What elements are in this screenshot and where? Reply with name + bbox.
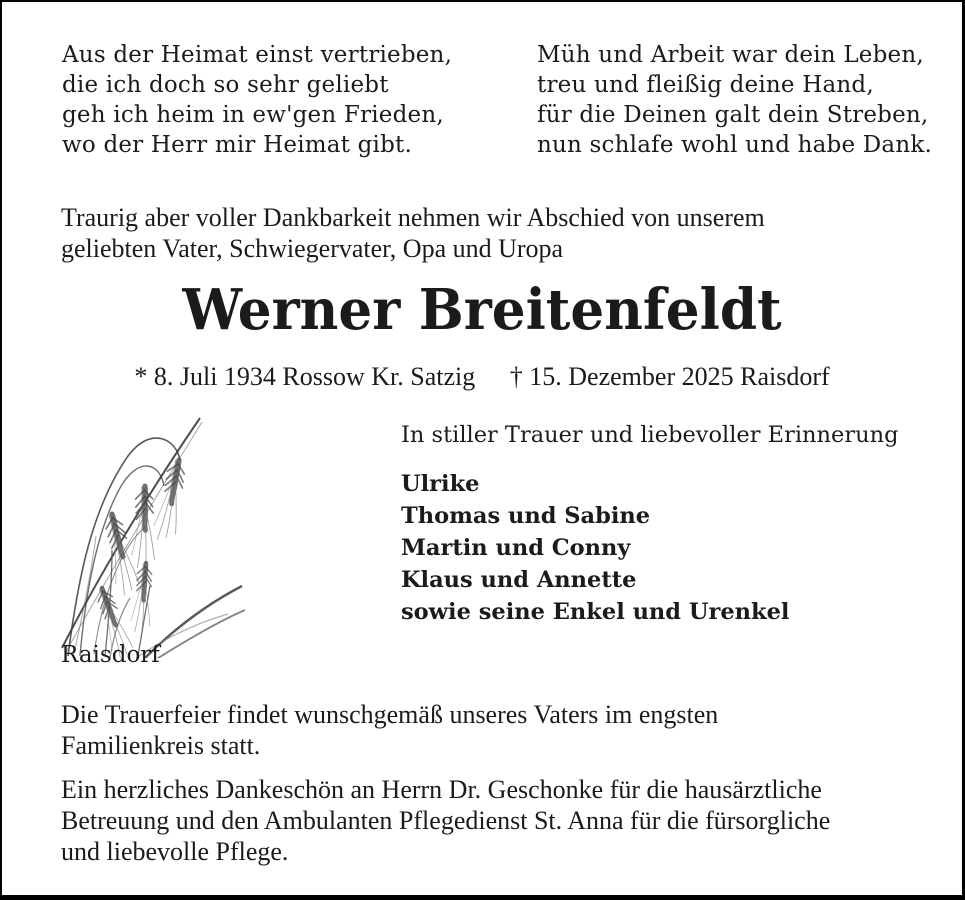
- announcement-line: geliebten Vater, Schwiegervater, Opa und Uropa: [61, 234, 564, 263]
- poem-left-line: geh ich heim in ew'gen Frieden,: [62, 102, 444, 128]
- wheat-sketch-illustration: [50, 408, 245, 658]
- birth-date: * 8. Juli 1934 Rossow Kr. Satzig: [134, 362, 476, 391]
- mourner-name: Thomas und Sabine: [401, 503, 651, 529]
- funeral-note-line: Die Trauerfeier findet wunschgemäß unseres Vaters im engsten: [61, 700, 719, 729]
- thanks-note: [61, 774, 830, 867]
- thanks-note-line: Betreuung und den Ambulanten Pflegedienst St. Anna für die fürsorgliche: [61, 806, 831, 835]
- funeral-note: [61, 699, 718, 761]
- place-name: Raisdorf: [61, 642, 160, 668]
- mourning-intro: In stiller Trauer und liebevoller Erinnerung: [401, 422, 899, 448]
- poem-left: [62, 40, 452, 160]
- poem-left-line: die ich doch so sehr geliebt: [62, 72, 389, 98]
- poem-right-line: nun schlafe wohl und habe Dank.: [537, 132, 933, 158]
- poem-right: [537, 40, 932, 160]
- mourner-name: sowie seine Enkel und Urenkel: [401, 599, 790, 625]
- mourner-name: Martin und Conny: [401, 535, 631, 561]
- thanks-note-line: und liebevolle Pflege.: [61, 837, 289, 866]
- poem-left-line: Aus der Heimat einst vertrieben,: [62, 42, 453, 68]
- announcement-text: [61, 202, 765, 264]
- poem-left-line: wo der Herr mir Heimat gibt.: [62, 132, 412, 158]
- mourner-name: Klaus und Annette: [401, 567, 637, 593]
- mourner-name: Ulrike: [401, 471, 480, 497]
- poem-right-line: treu und fleißig deine Hand,: [537, 72, 874, 98]
- poem-right-line: Müh und Arbeit war dein Leben,: [537, 42, 924, 68]
- mourners-list: [401, 468, 789, 628]
- funeral-note-line: Familienkreis statt.: [61, 731, 261, 760]
- deceased-name: Werner Breitenfeldt: [182, 277, 782, 343]
- life-dates: [2, 362, 962, 392]
- announcement-line: Traurig aber voller Dankbarkeit nehmen wir Abschied von unserem: [61, 203, 765, 232]
- thanks-note-line: Ein herzliches Dankeschön an Herrn Dr. Geschonke für die hausärztliche: [61, 775, 822, 804]
- poem-right-line: für die Deinen galt dein Streben,: [537, 102, 929, 128]
- death-date: † 15. Dezember 2025 Raisdorf: [509, 362, 830, 391]
